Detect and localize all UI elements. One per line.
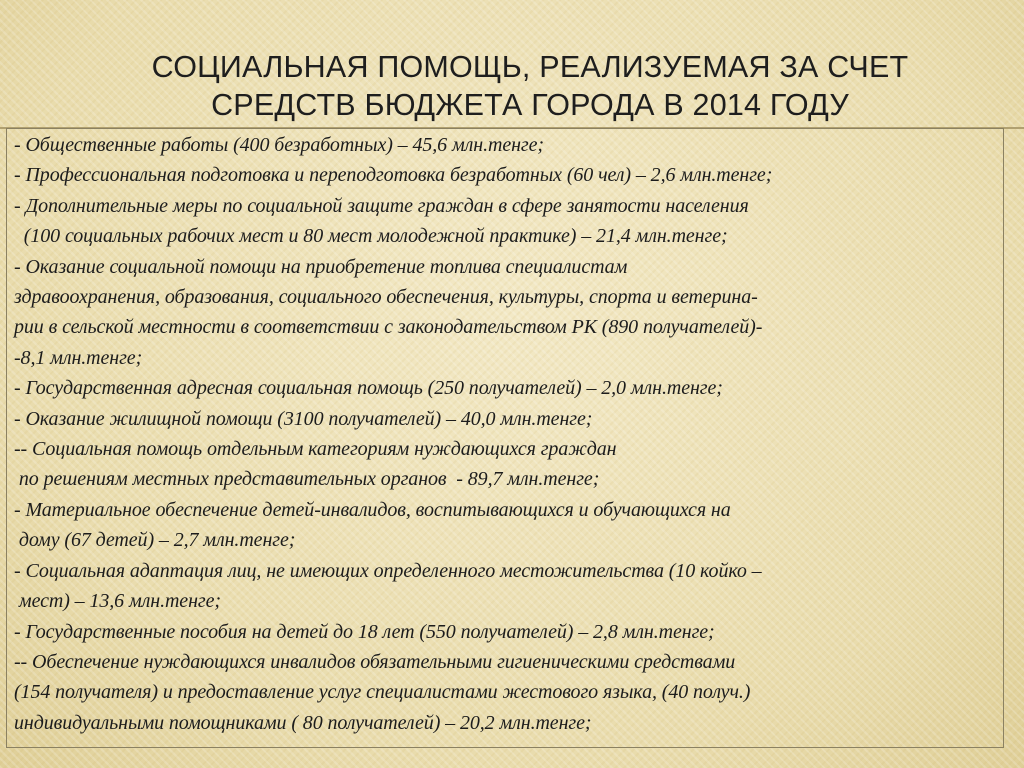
content-line: дому (67 детей) – 2,7 млн.тенге; [14, 529, 296, 552]
content-line: (154 получателя) и предоставление услуг специалистами жестового языка, (40 получ.) [14, 681, 751, 704]
content-line: по решениям местных представительных органов - 89,7 млн.тенге; [14, 468, 600, 491]
content-line: здравоохранения, образования, социального обеспечения, культуры, спорта и ветерина- [14, 286, 758, 309]
content-line: -- Социальная помощь отдельным категориям нуждающихся граждан [14, 438, 617, 461]
content-line: - Государственные пособия на детей до 18 лет (550 получателей) – 2,8 млн.тенге; [14, 620, 715, 643]
slide-title [110, 48, 950, 124]
content-line: - Социальная адаптация лиц, не имеющих определенного местожительства (10 койко – [14, 559, 762, 582]
content-line: -8,1 млн.тенге; [14, 346, 143, 369]
content-text-block [14, 130, 1004, 738]
content-line: рии в сельской местности в соответствии с законодательством РК (890 получателей)- [14, 316, 763, 339]
content-line: (100 социальных рабочих мест и 80 мест молодежной практике) – 21,4 млн.тенге; [14, 225, 728, 248]
content-line: индивидуальными помощниками ( 80 получателей) – 20,2 млн.тенге; [14, 711, 592, 734]
content-line: - Оказание жилищной помощи (3100 получателей) – 40,0 млн.тенге; [14, 407, 593, 430]
content-line: - Дополнительные меры по социальной защите граждан в сфере занятости населения [14, 194, 749, 217]
content-line: - Государственная адресная социальная помощь (250 получателей) – 2,0 млн.тенге; [14, 377, 723, 400]
content-line: - Материальное обеспечение детей-инвалидов, воспитывающихся и обучающихся на [14, 498, 731, 521]
slide-title-line: СРЕДСТВ БЮДЖЕТА ГОРОДА В 2014 ГОДУ [211, 88, 849, 122]
content-line: - Профессиональная подготовка и переподготовка безработных (60 чел) – 2,6 млн.тенге; [14, 164, 773, 187]
content-line: - Общественные работы (400 безработных) – 45,6 млн.тенге; [14, 134, 544, 156]
slide-title-line: СОЦИАЛЬНАЯ ПОМОЩЬ, РЕАЛИЗУЕМАЯ ЗА СЧЕТ [151, 50, 909, 84]
content-line: мест) – 13,6 млн.тенге; [14, 590, 221, 613]
content-line: -- Обеспечение нуждающихся инвалидов обязательными гигиеническими средствами [14, 650, 736, 673]
content-line: - Оказание социальной помощи на приобретение топлива специалистам [14, 255, 628, 278]
